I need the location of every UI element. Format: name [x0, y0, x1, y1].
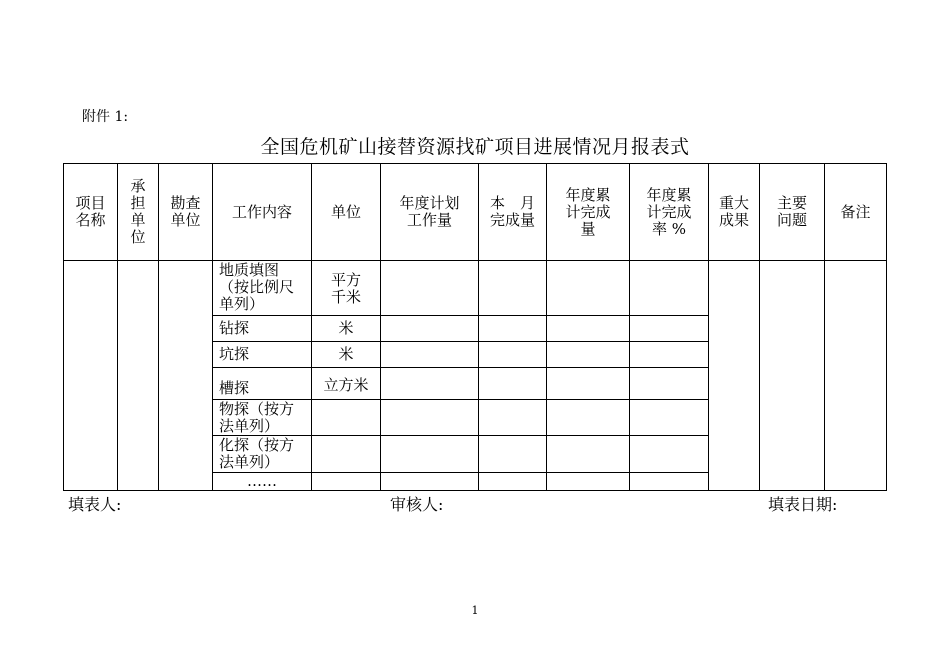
row-unit [312, 436, 380, 472]
header-annual-cumulative: 年度累 计完成 量 [565, 185, 611, 238]
footer-date-label: 填表日期: [768, 495, 838, 514]
page-title: 全国危机矿山接替资源找矿项目进展情况月报表式 [260, 136, 690, 158]
header-monthly-done: 本 月 完成量 [489, 194, 535, 229]
row-unit [312, 400, 380, 435]
footer-filler-label: 填表人: [68, 495, 122, 514]
header-survey-unit: 勘查 单位 [170, 194, 201, 229]
header-main-issues: 主要 问题 [776, 194, 807, 229]
row-content: 槽探 [219, 379, 250, 397]
row-unit [312, 473, 380, 490]
header-cumulative-rate: 年度累 计完成 率 % [646, 185, 692, 238]
attachment-label: 附件 1: [82, 109, 129, 125]
header-major-results: 重大 成果 [718, 194, 749, 229]
row-content: 化探（按方 法单列） [219, 436, 295, 471]
row-unit: 平方 千米 [330, 270, 361, 306]
page-number: 1 [471, 604, 479, 617]
header-remarks: 备注 [840, 202, 871, 221]
row-content: 物探（按方 法单列） [219, 400, 295, 435]
row-content: …… [247, 472, 277, 490]
row-unit: 米 [338, 345, 354, 363]
header-project-name: 项目 名称 [75, 194, 106, 229]
footer-reviewer-label: 审核人: [390, 495, 444, 514]
row-content: 钻探 [219, 319, 250, 337]
row-content: 坑探 [219, 345, 250, 363]
row-unit: 米 [338, 319, 354, 337]
row-content: 地质填图 （按比例尺 单列） [219, 261, 295, 313]
header-unit: 单位 [330, 202, 361, 221]
header-undertaker: 承 担 单 位 [130, 177, 146, 246]
header-work-content: 工作内容 [231, 202, 292, 221]
header-annual-plan: 年度计划 工作量 [399, 194, 460, 229]
row-unit: 立方米 [323, 376, 369, 394]
